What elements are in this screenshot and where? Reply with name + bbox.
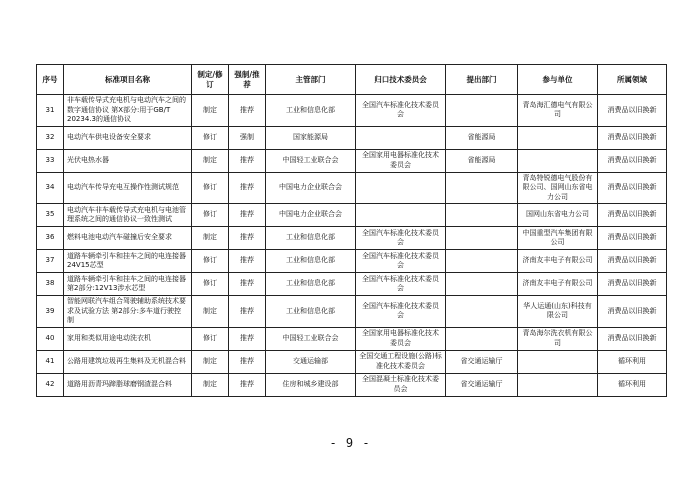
cell-dept: 中国轻工业联合会 bbox=[266, 149, 356, 172]
header-seq: 序号 bbox=[37, 65, 64, 95]
cell-units: 青岛海尔洗衣机有限公司 bbox=[518, 327, 598, 350]
page-number: - 9 - bbox=[329, 436, 371, 450]
cell-units: 青岛特锐德电气股份有限公司、国网山东省电力公司 bbox=[518, 172, 598, 204]
cell-seq: 38 bbox=[37, 273, 64, 296]
cell-seq: 37 bbox=[37, 250, 64, 273]
header-tc: 归口技术委员会 bbox=[356, 65, 446, 95]
cell-proposer bbox=[446, 204, 518, 227]
cell-dept: 中国电力企业联合会 bbox=[266, 204, 356, 227]
cell-proposer bbox=[446, 296, 518, 328]
cell-seq: 32 bbox=[37, 126, 64, 149]
header-proposer: 提出部门 bbox=[446, 65, 518, 95]
cell-units bbox=[518, 350, 598, 373]
cell-name: 公路用建筑垃圾再生集料及无机混合料 bbox=[64, 350, 192, 373]
table-header-row bbox=[37, 65, 667, 95]
standards-table bbox=[36, 64, 667, 397]
cell-tc: 全国汽车标准化技术委员会 bbox=[356, 273, 446, 296]
cell-dept: 住房和城乡建设部 bbox=[266, 373, 356, 396]
table-row bbox=[37, 327, 667, 350]
cell-proposer bbox=[446, 95, 518, 127]
cell-force: 推荐 bbox=[229, 250, 266, 273]
cell-type: 制定 bbox=[192, 95, 229, 127]
cell-field: 消费品以旧换新 bbox=[598, 95, 667, 127]
cell-units: 国网山东省电力公司 bbox=[518, 204, 598, 227]
cell-name: 道路车辆牵引车和挂车之间的电连接器 24V15芯型 bbox=[64, 250, 192, 273]
cell-units: 中国重型汽车集团有限公司 bbox=[518, 227, 598, 250]
cell-seq: 35 bbox=[37, 204, 64, 227]
cell-seq: 39 bbox=[37, 296, 64, 328]
cell-field: 消费品以旧换新 bbox=[598, 227, 667, 250]
table-row bbox=[37, 149, 667, 172]
cell-field: 循环利用 bbox=[598, 350, 667, 373]
cell-type: 制定 bbox=[192, 296, 229, 328]
cell-tc: 全国汽车标准化技术委员会 bbox=[356, 250, 446, 273]
cell-type: 修订 bbox=[192, 204, 229, 227]
cell-force: 强制 bbox=[229, 126, 266, 149]
cell-name: 燃料电池电动汽车碰撞后安全要求 bbox=[64, 227, 192, 250]
cell-force: 推荐 bbox=[229, 327, 266, 350]
cell-field: 消费品以旧换新 bbox=[598, 149, 667, 172]
cell-tc: 全国汽车标准化技术委员会 bbox=[356, 296, 446, 328]
cell-field: 消费品以旧换新 bbox=[598, 273, 667, 296]
cell-name: 非车载传导式充电机与电动汽车之间的数字通信协议 第X部分:用于GB/T 20234.3的通信协议 bbox=[64, 95, 192, 127]
cell-dept: 中国轻工业联合会 bbox=[266, 327, 356, 350]
cell-seq: 41 bbox=[37, 350, 64, 373]
cell-units: 济南友丰电子有限公司 bbox=[518, 273, 598, 296]
cell-field: 消费品以旧换新 bbox=[598, 296, 667, 328]
cell-name: 道路用沥青玛蹄脂球磨钢渣混合料 bbox=[64, 373, 192, 396]
cell-type: 制定 bbox=[192, 149, 229, 172]
header-force: 强制/推荐 bbox=[229, 65, 266, 95]
cell-proposer bbox=[446, 172, 518, 204]
cell-seq: 40 bbox=[37, 327, 64, 350]
cell-dept: 中国电力企业联合会 bbox=[266, 172, 356, 204]
cell-tc: 全国混凝土标准化技术委员会 bbox=[356, 373, 446, 396]
cell-proposer: 省能源局 bbox=[446, 126, 518, 149]
cell-seq: 36 bbox=[37, 227, 64, 250]
cell-name: 家用和类似用途电动洗衣机 bbox=[64, 327, 192, 350]
cell-type: 制定 bbox=[192, 350, 229, 373]
header-field: 所属领域 bbox=[598, 65, 667, 95]
cell-dept: 国家能源局 bbox=[266, 126, 356, 149]
cell-proposer: 省交通运输厅 bbox=[446, 350, 518, 373]
cell-field: 循环利用 bbox=[598, 373, 667, 396]
cell-proposer bbox=[446, 250, 518, 273]
table-row bbox=[37, 172, 667, 204]
cell-dept: 工业和信息化部 bbox=[266, 95, 356, 127]
cell-name: 电动汽车供电设备安全要求 bbox=[64, 126, 192, 149]
cell-type: 制定 bbox=[192, 227, 229, 250]
header-units: 参与单位 bbox=[518, 65, 598, 95]
cell-seq: 34 bbox=[37, 172, 64, 204]
cell-dept: 工业和信息化部 bbox=[266, 227, 356, 250]
cell-force: 推荐 bbox=[229, 95, 266, 127]
cell-dept: 交通运输部 bbox=[266, 350, 356, 373]
cell-tc: 全国家用电器标准化技术委员会 bbox=[356, 327, 446, 350]
table-row bbox=[37, 227, 667, 250]
cell-proposer bbox=[446, 227, 518, 250]
table-row bbox=[37, 126, 667, 149]
cell-dept: 工业和信息化部 bbox=[266, 296, 356, 328]
cell-name: 电动汽车非车载传导式充电机与电池管理系统之间的通信协议一致性测试 bbox=[64, 204, 192, 227]
table-row bbox=[37, 204, 667, 227]
cell-name: 电动汽车传导充电互操作性测试规范 bbox=[64, 172, 192, 204]
cell-units: 华人运通(山东)科技有限公司 bbox=[518, 296, 598, 328]
cell-tc: 全国汽车标准化技术委员会 bbox=[356, 95, 446, 127]
cell-seq: 33 bbox=[37, 149, 64, 172]
cell-units bbox=[518, 373, 598, 396]
table-row bbox=[37, 250, 667, 273]
cell-field: 消费品以旧换新 bbox=[598, 172, 667, 204]
cell-type: 修订 bbox=[192, 273, 229, 296]
cell-tc: 全国汽车标准化技术委员会 bbox=[356, 227, 446, 250]
cell-force: 推荐 bbox=[229, 172, 266, 204]
cell-type: 修订 bbox=[192, 250, 229, 273]
cell-units: 青岛海汇德电气有限公司 bbox=[518, 95, 598, 127]
cell-type: 制定 bbox=[192, 373, 229, 396]
cell-seq: 42 bbox=[37, 373, 64, 396]
cell-proposer bbox=[446, 273, 518, 296]
cell-dept: 工业和信息化部 bbox=[266, 250, 356, 273]
cell-force: 推荐 bbox=[229, 204, 266, 227]
cell-force: 推荐 bbox=[229, 227, 266, 250]
header-name: 标准项目名称 bbox=[64, 65, 192, 95]
table-row bbox=[37, 373, 667, 396]
cell-name: 智能网联汽车组合驾驶辅助系统技术要求及试验方法 第2部分:多车道行驶控制 bbox=[64, 296, 192, 328]
cell-type: 修订 bbox=[192, 327, 229, 350]
cell-proposer: 省交通运输厅 bbox=[446, 373, 518, 396]
table-row bbox=[37, 273, 667, 296]
cell-units: 济南友丰电子有限公司 bbox=[518, 250, 598, 273]
cell-tc bbox=[356, 126, 446, 149]
cell-force: 推荐 bbox=[229, 350, 266, 373]
cell-tc bbox=[356, 172, 446, 204]
cell-force: 推荐 bbox=[229, 296, 266, 328]
cell-type: 修订 bbox=[192, 126, 229, 149]
cell-name: 光伏电热水器 bbox=[64, 149, 192, 172]
cell-tc: 全国家用电器标准化技术委员会 bbox=[356, 149, 446, 172]
cell-name: 道路车辆牵引车和挂车之间的电连接器 第2部分:12V13涉水芯型 bbox=[64, 273, 192, 296]
cell-seq: 31 bbox=[37, 95, 64, 127]
cell-type: 修订 bbox=[192, 172, 229, 204]
cell-force: 推荐 bbox=[229, 273, 266, 296]
cell-force: 推荐 bbox=[229, 373, 266, 396]
cell-field: 消费品以旧换新 bbox=[598, 204, 667, 227]
cell-field: 消费品以旧换新 bbox=[598, 126, 667, 149]
cell-proposer bbox=[446, 327, 518, 350]
header-dept: 主管部门 bbox=[266, 65, 356, 95]
cell-field: 消费品以旧换新 bbox=[598, 327, 667, 350]
table-row bbox=[37, 95, 667, 127]
cell-proposer: 省能源局 bbox=[446, 149, 518, 172]
cell-force: 推荐 bbox=[229, 149, 266, 172]
cell-units bbox=[518, 126, 598, 149]
table-row bbox=[37, 350, 667, 373]
cell-tc bbox=[356, 204, 446, 227]
header-type: 制定/修订 bbox=[192, 65, 229, 95]
cell-tc: 全国交通工程设施(公路)标准化技术委员会 bbox=[356, 350, 446, 373]
cell-units bbox=[518, 149, 598, 172]
cell-field: 消费品以旧换新 bbox=[598, 250, 667, 273]
cell-dept: 工业和信息化部 bbox=[266, 273, 356, 296]
table-row bbox=[37, 296, 667, 328]
